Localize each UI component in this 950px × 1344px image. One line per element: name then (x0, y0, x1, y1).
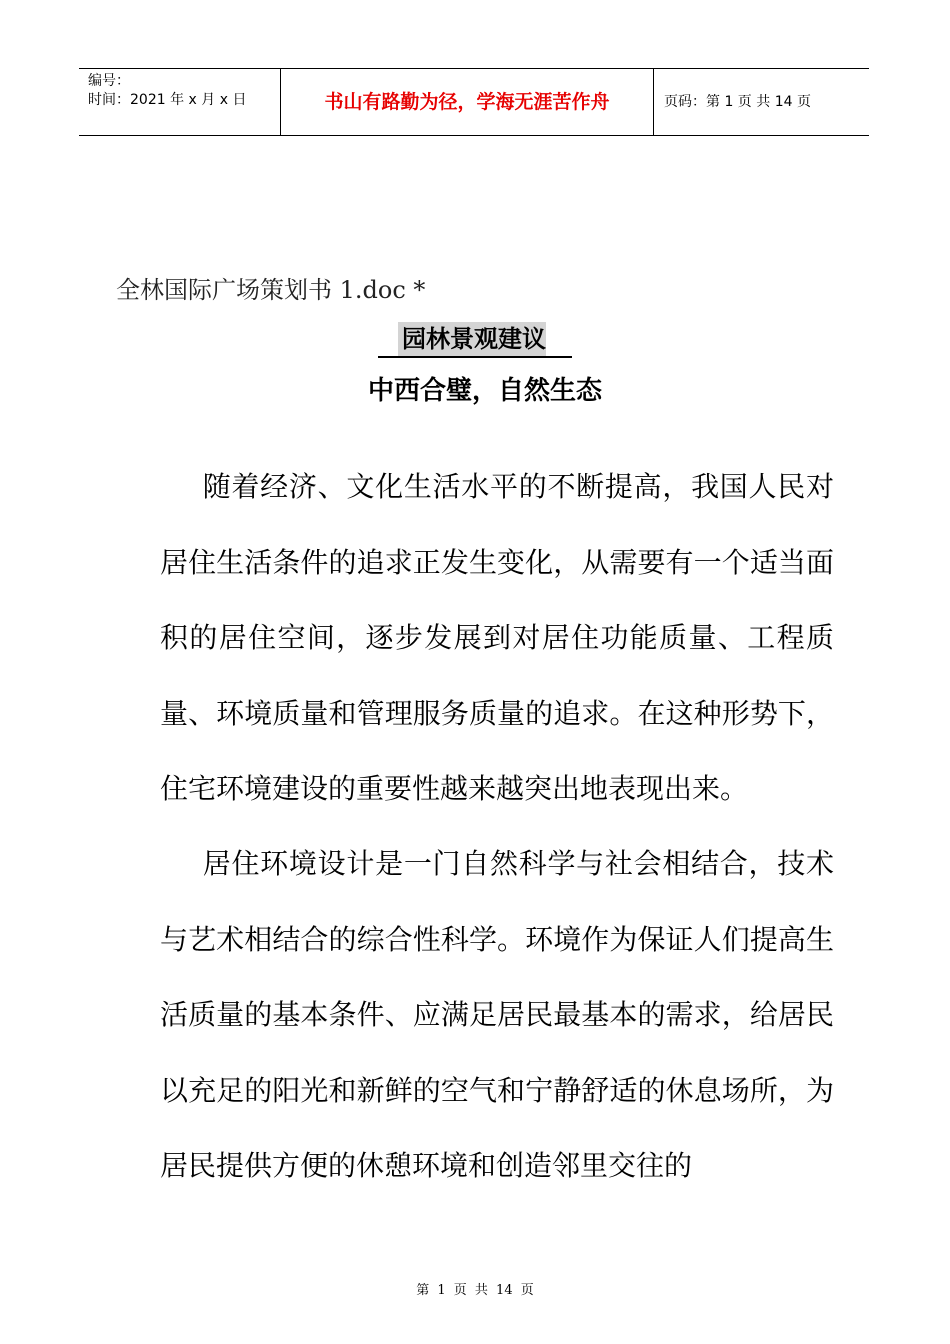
header-page-label: 页码：第 1 页 共 14 页 (664, 94, 811, 110)
document-subtitle: 中西合璧，自然生态 (367, 376, 602, 406)
page-header (79, 68, 869, 136)
header-motto: 书山有路勤为径，学海无涯苦作舟 (280, 69, 654, 135)
paragraph-text: 居住环境设计是一门自然科学与社会相结合，技术与艺术相结合的综合性科学。环境作为保证人们提高生活质量的基本条件、应满足居民最基本的需求，给居民以充足的阳光和新鲜的空气和宁静舒适的休息场所，为居民提供方便的休憩环境和创造邻里交往的 (160, 847, 834, 1182)
header-number-label: 编号： (88, 73, 130, 89)
header-info-cell (79, 69, 280, 135)
body-paragraph-1 (160, 449, 834, 827)
document-title: 园林景观建议 (378, 322, 572, 358)
page-footer: 第 1 页 共 14 页 (416, 1283, 534, 1298)
title-container (0, 322, 950, 358)
document-file-name: 全林国际广场策划书 1.doc * (116, 276, 426, 304)
body-paragraph-2 (160, 826, 834, 1204)
header-time-label: 时间：2021 年 x 月 x 日 (88, 92, 247, 108)
paragraph-text: 随着经济、文化生活水平的不断提高，我国人民对居住生活条件的追求正发生变化，从需要有一个适当面积的居住空间，逐步发展到对居住功能质量、工程质量、环境质量和管理服务质量的追求。在这种形势下，住宅环境建设的重要性越来越突出地表现出来。 (160, 470, 834, 805)
